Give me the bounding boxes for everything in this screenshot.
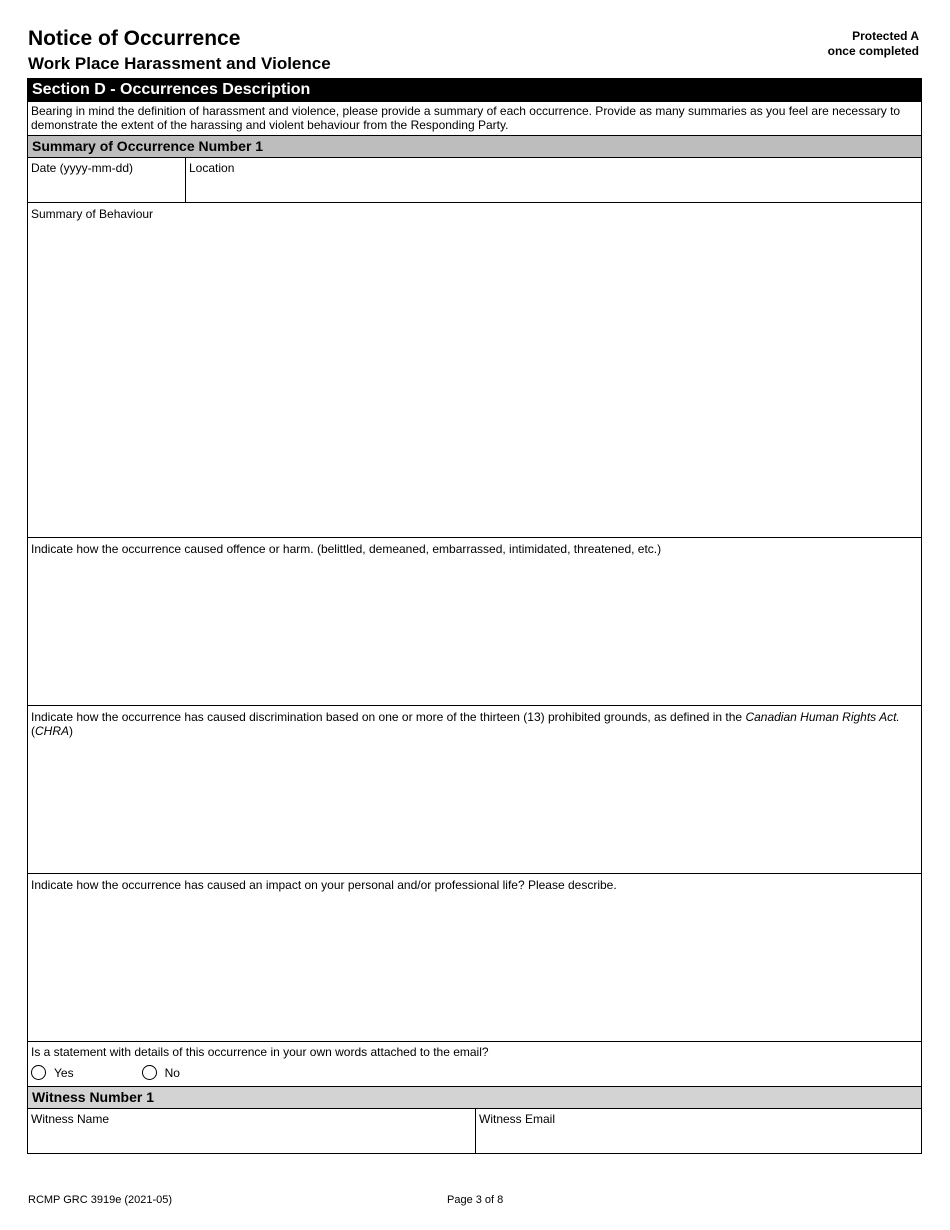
- protection-notice: [828, 29, 919, 59]
- location-field[interactable]: [185, 158, 921, 202]
- form-subtitle: Work Place Harassment and Violence: [28, 54, 331, 73]
- chra-paren-close: ): [69, 724, 74, 738]
- section-intro: Bearing in mind the definition of harassment and violence, please provide a summary of each occurrence. Provide as many summaries as you feel are necessary to demonstrate the extent of the harassing and violent behaviour from the Responding Party.: [27, 102, 922, 136]
- discrimination-label-text: Indicate how the occurrence has caused discrimination based on one or more of the thirteen (13) prohibited grounds, as defined in the: [31, 710, 746, 724]
- form-id: RCMP GRC 3919e (2021-05): [28, 1194, 173, 1206]
- section-heading: Section D - Occurrences Description: [27, 78, 922, 102]
- witness-heading: Witness Number 1: [27, 1087, 922, 1109]
- witness-name-field[interactable]: [28, 1109, 475, 1153]
- witness-name-label: Witness Name: [31, 1112, 110, 1126]
- statement-no-option[interactable]: [142, 1065, 180, 1080]
- no-radio[interactable]: [142, 1065, 157, 1080]
- yes-label: Yes: [54, 1065, 74, 1080]
- page-number: Page 3 of 8: [447, 1194, 504, 1206]
- yes-radio[interactable]: [31, 1065, 46, 1080]
- impact-field[interactable]: [27, 874, 922, 1042]
- date-label: Date (yyyy-mm-dd): [31, 161, 134, 175]
- discrimination-field[interactable]: [27, 706, 922, 874]
- chra-act-title: Canadian Human Rights Act.: [745, 710, 900, 724]
- occurrences-form: [27, 78, 922, 1154]
- location-label: Location: [189, 161, 235, 175]
- chra-abbreviation: CHRA: [35, 724, 70, 738]
- harm-field[interactable]: [27, 538, 922, 706]
- statement-question: Is a statement with details of this occurrence in your own words attached to the email?: [31, 1045, 489, 1059]
- impact-label: Indicate how the occurrence has caused an impact on your personal and/or professional life? Please describe.: [31, 878, 617, 892]
- discrimination-label: [28, 706, 921, 738]
- summary-of-behaviour-field[interactable]: [27, 203, 922, 538]
- date-location-row: [27, 158, 922, 203]
- statement-yes-option[interactable]: [31, 1065, 74, 1080]
- occurrence-heading: Summary of Occurrence Number 1: [27, 136, 922, 158]
- statement-row: [27, 1042, 922, 1087]
- protection-condition: once completed: [827, 44, 919, 58]
- protection-level: Protected A: [852, 29, 919, 43]
- summary-label: Summary of Behaviour: [31, 207, 154, 221]
- witness-email-label: Witness Email: [479, 1112, 556, 1126]
- witness-email-field[interactable]: [475, 1109, 921, 1153]
- witness-row: [27, 1109, 922, 1154]
- date-field[interactable]: [28, 158, 185, 202]
- harm-label: Indicate how the occurrence caused offence or harm. (belittled, demeaned, embarrassed, intimidated, threatened, etc.): [31, 542, 662, 556]
- chra-paren-open: (: [31, 724, 35, 738]
- no-label: No: [164, 1065, 180, 1080]
- form-title: Notice of Occurrence: [28, 27, 241, 50]
- statement-radio-group: [28, 1065, 921, 1080]
